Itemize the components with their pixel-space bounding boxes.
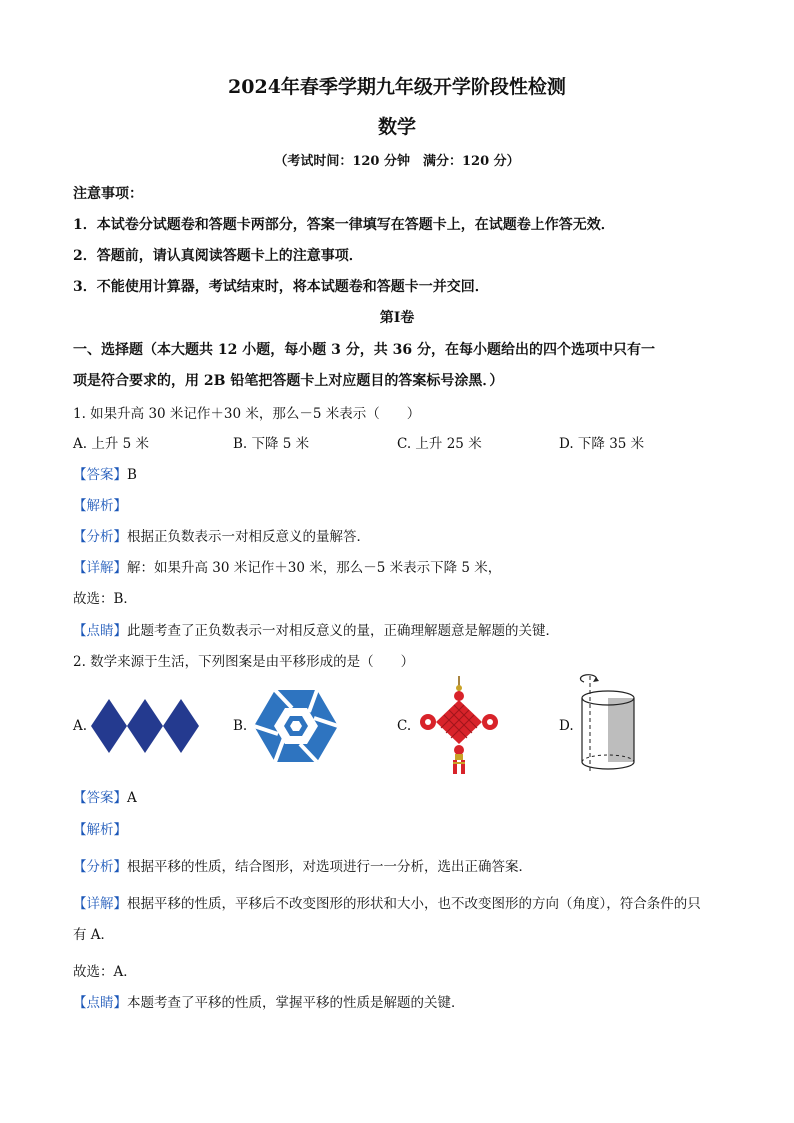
q2-label-b: B. — [233, 718, 248, 734]
q2-dianjing — [73, 991, 465, 1011]
rhombus-2 — [127, 699, 163, 753]
q1-fenxi — [73, 525, 370, 545]
rhombus-3 — [163, 699, 199, 753]
q2-xiangjie-line2: 有 A． — [73, 927, 115, 943]
exam-info: （考试时间：120 分钟 满分：120 分） — [274, 154, 520, 169]
xiangjie-text: 根据平移的性质，平移后不改变图形的形状和大小，也不改变图形的方向（角度），符合条件的只 — [127, 896, 701, 912]
section-heading-line1: 一、选择题（本大题共 12 小题，每小题 3 分，共 36 分，在每小题给出的四个选项中只有一 — [73, 342, 655, 358]
cylinder-figure — [578, 676, 642, 776]
fenxi-text: 根据平移的性质，结合图形，对选项进行一一分析，选出正确答案． — [127, 859, 532, 875]
dianjing-text: 本题考查了平移的性质，掌握平移的性质是解题的关键． — [127, 995, 465, 1011]
q1-option-c: C. 上升 25 米 — [397, 436, 482, 452]
q1-option-a: A. 上升 5 米 — [73, 436, 150, 452]
answer-tag: 【答案】 — [73, 467, 127, 483]
notice-item-2: 2．答题前，请认真阅读答题卡上的注意事项． — [73, 248, 363, 264]
q1-analysis-tag: 【解析】 — [73, 498, 127, 514]
cylinder-shaded-section — [608, 698, 634, 762]
notice-item-1: 1．本试卷分试题卷和答题卡两部分，答案一律填写在答题卡上，在试题卷上作答无效． — [73, 217, 615, 233]
subject-title: 数学 — [377, 116, 416, 138]
hexagon-logo-figure — [254, 690, 338, 762]
dianjing-tag: 【点睛】 — [73, 995, 127, 1011]
rhombus-chain-figure — [91, 699, 203, 753]
q2-fenxi — [73, 855, 532, 875]
notice-item-3: 3．不能使用计算器，考试结束时，将本试题卷和答题卡一并交回． — [73, 279, 489, 295]
dianjing-tag: 【点睛】 — [73, 623, 127, 639]
xiangjie-tag: 【详解】 — [73, 560, 127, 576]
volume-title: 第Ⅰ卷 — [379, 310, 415, 326]
q2-xiangjie-line1 — [73, 892, 701, 912]
q2-label-a: A. — [73, 718, 88, 734]
answer-value: B — [127, 467, 137, 483]
answer-tag: 【答案】 — [73, 790, 127, 806]
dianjing-text: 此题考查了正负数表示一对相反意义的量，正确理解题意是解题的关键． — [127, 623, 559, 639]
section-heading-line2: 项是符合要求的，用 2B 铅笔把答题卡上对应题目的答案标号涂黑．） — [73, 373, 504, 389]
q1-answer — [73, 463, 137, 483]
q1-option-b: B. 下降 5 米 — [233, 436, 310, 452]
q2-analysis-tag: 【解析】 — [73, 822, 127, 838]
xiangjie-text: 解：如果升高 30 米记作＋30 米，那么－5 米表示下降 5 米， — [127, 560, 502, 576]
fenxi-tag: 【分析】 — [73, 529, 127, 545]
fenxi-text: 根据正负数表示一对相反意义的量解答． — [127, 529, 370, 545]
rhombus-1 — [91, 699, 127, 753]
page-title: 2024年春季学期九年级开学阶段性检测 — [228, 76, 566, 98]
answer-value: A — [127, 790, 137, 806]
q1-stem: 1. 如果升高 30 米记作＋30 米，那么－5 米表示（ ） — [73, 406, 421, 422]
q1-option-d: D. 下降 35 米 — [559, 436, 645, 452]
q1-xiangjie — [73, 556, 501, 576]
q2-label-c: C. — [397, 718, 412, 734]
fenxi-tag: 【分析】 — [73, 859, 127, 875]
chinese-knot-figure — [420, 676, 498, 776]
notice-heading: 注意事项： — [73, 186, 143, 202]
q2-label-d: D. — [559, 718, 574, 734]
q1-conclusion: 故选：B． — [73, 591, 137, 607]
q2-answer — [73, 786, 137, 806]
q2-stem: 2. 数学来源于生活，下列图案是由平移形成的是（ ） — [73, 654, 415, 670]
q1-dianjing — [73, 619, 559, 639]
xiangjie-tag: 【详解】 — [73, 896, 127, 912]
q2-conclusion: 故选：A． — [73, 964, 137, 980]
